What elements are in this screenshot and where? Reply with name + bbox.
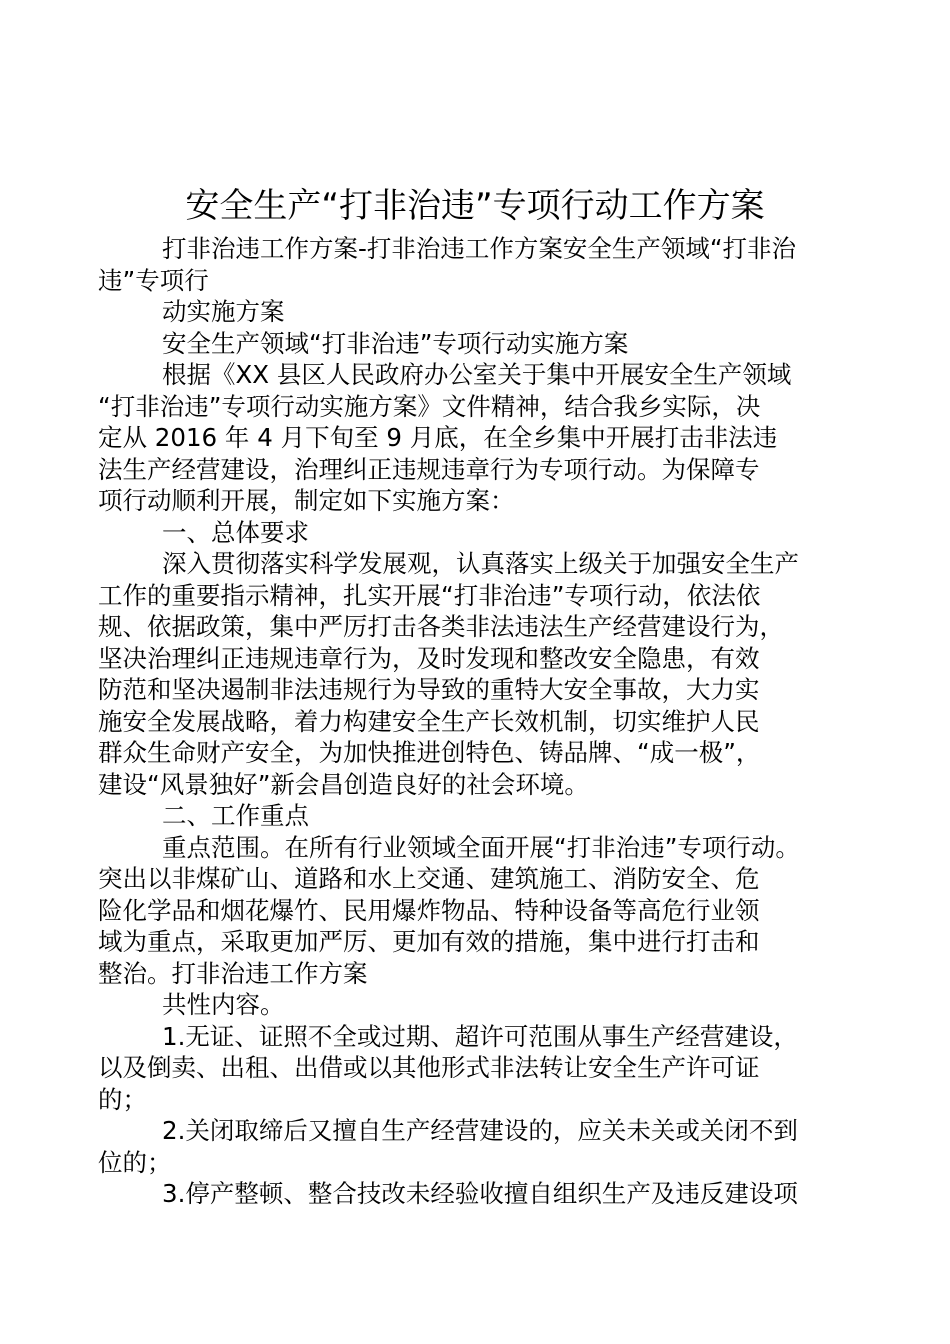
text-line: 突出以非煤矿山、道路和水上交通、建筑施工、消防安全、危 [98, 864, 760, 893]
text-line: 施安全发展战略，着力构建安全生产长效机制，切实维护人民 [98, 706, 760, 736]
list-item-1 [98, 1021, 850, 1116]
text-line: 一、总体要求 [162, 517, 309, 547]
text-line: 共性内容。 [162, 990, 285, 1019]
text-line: 建设“风景独好”新会昌创造良好的社会环境。 [98, 769, 589, 799]
text-line: 定从 2016 年 4 月下旬至 9 月底，在全乡集中开展打击非法违 [98, 423, 778, 452]
text-line: 以及倒卖、出租、出借或以其他形式非法转让安全生产许可证 [98, 1053, 760, 1082]
text-line: 根据《XX 县区人民政府办公室关于集中开展安全生产领域 [162, 360, 792, 389]
text-line: 域为重点，采取更加严厉、更加有效的措施，集中进行打击和 [98, 927, 760, 956]
text-line: 位的； [98, 1147, 172, 1177]
text-line: 险化学品和烟花爆竹、民用爆炸物品、特种设备等高危行业领 [98, 895, 760, 925]
text-line: 二、工作重点 [162, 801, 309, 830]
text-line: 坚决治理纠正违规违章行为，及时发现和整改安全隐患，有效 [98, 643, 760, 673]
text-line: 安全生产领域“打非治违”专项行动实施方案 [162, 328, 629, 358]
text-line: 1.无证、证照不全或过期、超许可范围从事生产经营建设， [162, 1021, 798, 1051]
text-line: 2.关闭取缔后又擅自生产经营建设的，应关未关或关闭不到 [162, 1116, 798, 1145]
text-line: 法生产经营建设，治理纠正违规违章行为专项行动。为保障专 [98, 454, 760, 484]
section-heading-general-requirements [130, 517, 850, 549]
text-line: 规、依据政策，集中严厉打击各类非法违法生产经营建设行为， [98, 612, 784, 641]
text-line: 3.停产整顿、整合技改未经验收擅自组织生产及违反建设项 [162, 1179, 798, 1208]
paragraph-general-requirements [98, 548, 850, 800]
document-title: 安全生产“打非治违”专项行动工作方案 [185, 186, 765, 226]
text-line: 重点范围。在所有行业领域全面开展“打非治违”专项行动。 [162, 832, 800, 862]
document-body [98, 233, 850, 1210]
section-heading-key-work [130, 800, 850, 832]
paragraph-subtitle-fragment [130, 296, 850, 328]
text-line: 群众生命财产安全，为加快推进创特色、铸品牌、“成一极”， [98, 738, 761, 767]
list-item-3 [130, 1178, 850, 1210]
text-line: 整治。打非治违工作方案 [98, 958, 368, 988]
paragraph-plan-name [130, 328, 850, 360]
text-line: 项行动顺利开展，制定如下实施方案： [98, 486, 515, 515]
text-line: 防范和坚决遏制非法违规行为导致的重特大安全事故，大力实 [98, 675, 760, 704]
text-line: 打非治违工作方案-打非治违工作方案安全生产领域“打非治 [162, 234, 797, 263]
text-line: 动实施方案 [162, 297, 285, 326]
paragraph-basis [98, 359, 850, 517]
text-line: “打非治违”专项行动实施方案》文件精神，结合我乡实际，决 [98, 391, 761, 421]
paragraph-key-scope [98, 832, 850, 990]
list-item-2 [98, 1115, 850, 1178]
text-line: 深入贯彻落实科学发展观，认真落实上级关于加强安全生产 [162, 549, 799, 578]
text-line: 工作的重要指示精神，扎实开展“打非治违”专项行动，依法依 [98, 580, 761, 610]
paragraph-intro [98, 233, 850, 296]
text-line: 违”专项行 [98, 265, 209, 295]
paragraph-common-content [130, 989, 850, 1021]
text-line: 的； [98, 1084, 147, 1114]
